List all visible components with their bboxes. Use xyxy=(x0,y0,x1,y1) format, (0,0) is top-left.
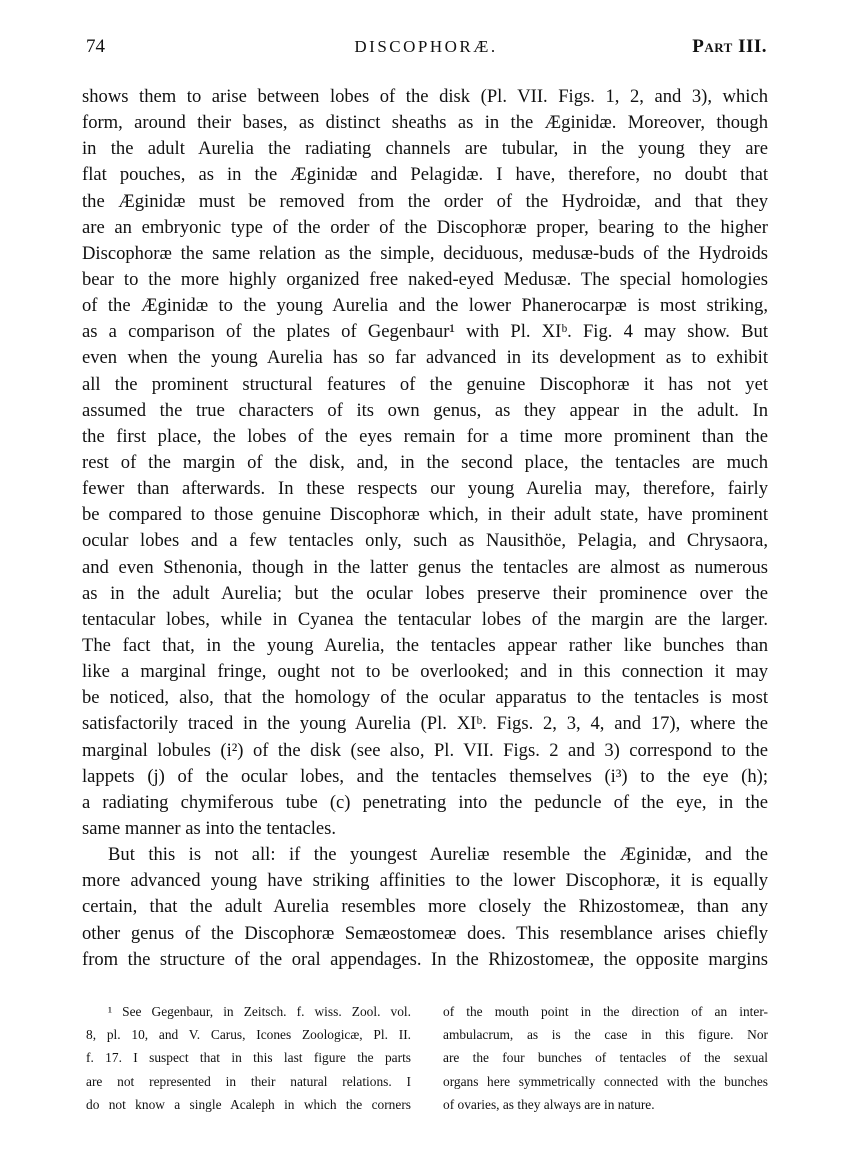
text-line: be compared to those genuine Discophoræ which, in their adult state, have prominent xyxy=(82,504,768,526)
footnote-line: organs here symmetrically connected with the bunches xyxy=(443,1073,768,1089)
text-line: in the adult Aurelia the radiating channels are tubular, in the young they are xyxy=(82,138,768,160)
text-line: lappets (j) of the ocular lobes, and the tentacles themselves (i³) to the eye (h); xyxy=(82,765,768,787)
footnote-line: do not know a single Acaleph in which the corners xyxy=(86,1096,411,1112)
text-line: a radiating chymiferous tube (c) penetrating into the peduncle of the eye, in the xyxy=(82,791,768,813)
text-line: are an embryonic type of the order of the Discophoræ proper, bearing to the higher xyxy=(82,216,768,238)
footnote-line: are the four bunches of tentacles of the sexual xyxy=(443,1050,768,1066)
text-line: as a comparison of the plates of Gegenbaur¹ with Pl. XIᵇ. Fig. 4 may show. But xyxy=(82,321,768,343)
text-line: satisfactorily traced in the young Aurelia (Pl. XIᵇ. Figs. 2, 3, 4, and 17), where the xyxy=(82,713,768,735)
footnote-line: 8, pl. 10, and V. Carus, Icones Zoologicæ, Pl. II. xyxy=(86,1027,411,1043)
footnote-column-right xyxy=(443,1000,768,1116)
text-line: shows them to arise between lobes of the disk (Pl. VII. Figs. 1, 2, and 3), which xyxy=(82,86,768,107)
text-line: assumed the true characters of its own genus, as they appear in the adult. In xyxy=(82,399,768,421)
text-line: from the structure of the oral appendages. In the Rhizostomeæ, the opposite margins xyxy=(82,948,768,970)
text-line: same manner as into the tentacles. xyxy=(82,817,337,839)
text-line: marginal lobules (i²) of the disk (see also, Pl. VII. Figs. 2 and 3) correspond to the xyxy=(82,739,768,761)
text-line: flat pouches, as in the Æginidæ and Pelagidæ. I have, therefore, no doubt that xyxy=(82,164,768,186)
text-line: bear to the more highly organized free naked-eyed Medusæ. The special homologies xyxy=(82,268,768,290)
text-line: tentacular lobes, while in Cyanea the tentacular lobes of the margin are the larger. xyxy=(82,608,768,630)
text-line: fewer than afterwards. In these respects our young Aurelia may, therefore, fairly xyxy=(82,478,768,500)
text-line: other genus of the Discophoræ Semæostomeæ does. This resemblance arises chiefly xyxy=(82,922,768,944)
running-header xyxy=(86,36,766,60)
text-line: all the prominent structural features of the genuine Discophoræ it has not yet xyxy=(82,373,768,395)
text-line: certain, that the adult Aurelia resembles more closely the Rhizostomeæ, than any xyxy=(82,896,768,918)
text-line: the Æginidæ must be removed from the order of the Hydroidæ, and that they xyxy=(82,190,768,212)
part-label: Part III. xyxy=(692,36,767,57)
footnote-line: ambulacrum, as is the case in this figure. Nor xyxy=(443,1027,768,1043)
text-line: of the Æginidæ to the young Aurelia and the lower Phanerocarpæ is most striking, xyxy=(82,295,768,317)
text-line: rest of the margin of the disk, and, in the second place, the tentacles are much xyxy=(82,451,768,473)
text-line: ocular lobes and a few tentacles only, such as Nausithöe, Pelagia, and Chrysaora, xyxy=(82,530,768,552)
footnotes xyxy=(86,1000,768,1130)
text-line: Discophoræ the same relation as the simple, deciduous, medusæ-buds of the Hydroids xyxy=(82,242,768,264)
footnote-column-left xyxy=(86,1000,411,1116)
text-line: and even Sthenonia, though in the latter genus the tentacles are almost as numerous xyxy=(82,556,768,578)
text-line: the first place, the lobes of the eyes remain for a time more prominent than the xyxy=(82,425,768,447)
text-line: even when the young Aurelia has so far advanced in its development as to exhibit xyxy=(82,347,768,369)
page-number: 74 xyxy=(86,36,105,57)
text-line: But this is not all: if the youngest Aureliæ resemble the Æginidæ, and the xyxy=(108,844,768,866)
main-text xyxy=(82,84,768,973)
text-line: The fact that, in the young Aurelia, the tentacles appear rather like bunches than xyxy=(82,634,768,656)
footnote-line: ¹ See Gegenbaur, in Zeitsch. f. wiss. Zool. vol. xyxy=(108,1004,411,1019)
text-line: more advanced young have striking affinities to the lower Discophoræ, it is equally xyxy=(82,870,768,892)
text-line: be noticed, also, that the homology of the ocular apparatus to the tentacles is most xyxy=(82,687,768,709)
footnote-line: of the mouth point in the direction of an inter- xyxy=(443,1004,768,1019)
text-line: as in the adult Aurelia; but the ocular lobes preserve their prominence over the xyxy=(82,582,768,604)
text-line: like a marginal fringe, ought not to be overlooked; and in this connection it may xyxy=(82,661,768,683)
footnote-line: f. 17. I suspect that in this last figure the parts xyxy=(86,1050,411,1066)
footnote-line: are not represented in their natural relations. I xyxy=(86,1073,411,1089)
footnote-line: of ovaries, as they always are in nature. xyxy=(443,1096,655,1112)
text-line: form, around their bases, as distinct sheaths as in the Æginidæ. Moreover, though xyxy=(82,112,768,134)
running-title: DISCOPHORÆ. xyxy=(354,37,498,56)
